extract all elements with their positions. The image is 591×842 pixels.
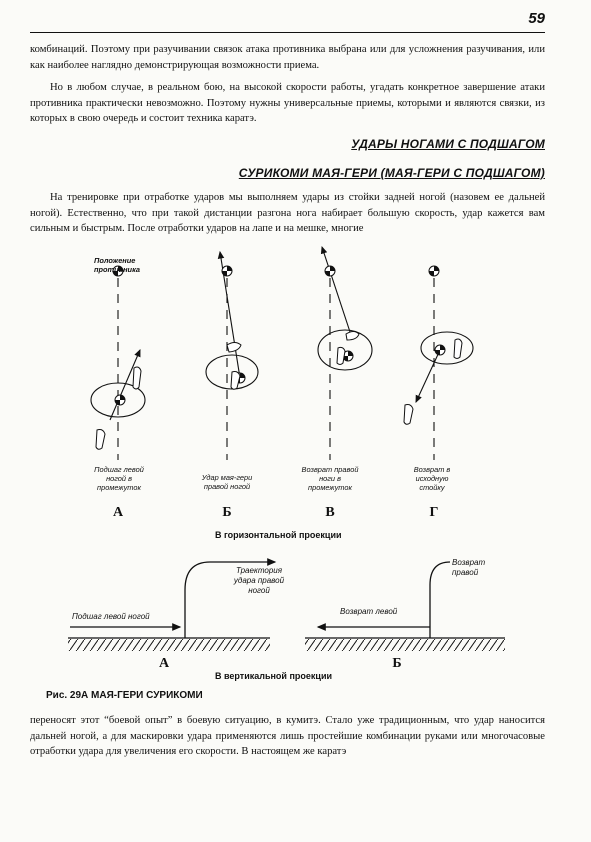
return-left-label: Возврат левой [340,607,398,616]
paragraph-3: На тренировке при отработке ударов мы выполняем удары из стойки задней ногой (назовем ее дальней ногой). Естественно, что при такой дистанции разгона нога набирает большую скорость, удар кажется вам сильным и быстрым. После отработки ударов на лапе и на мешке, многие [30,192,545,235]
step-left-foot-label: Подшаг левой ногой [72,612,150,621]
step-a-label: Подшаг левой ногой в промежуток [94,465,144,492]
paragraph-1: комбинаций. Поэтому при разучивании связок атака противника выбрана или для усложнения разучивания, или как наиболее наглядно демонстрирующая возможности приема. [30,44,545,71]
step-c-letter: В [325,505,335,520]
paragraph-2: Но в любом случае, в реальном бою, на высокой скорости работы, угадать конкретное завершение атаки противника практически невозможно. Поэтому нужны универсальные приемы, которыми и являются связки, из которых в свою очередь и состоит техника каратэ. [30,82,545,125]
step-b-label: Удар мая-гери правой ногой [201,473,253,491]
step-d-letter: Г [429,505,439,520]
vertical-projection-label: В вертикальной проекции [215,671,333,681]
figure-caption: Рис. 29А МАЯ-ГЕРИ СУРИКОМИ [46,690,203,701]
heading-surikomi-mae-geri: СУРИКОМИ МАЯ-ГЕРИ (МАЯ-ГЕРИ С ПОДШАГОМ) [238,166,545,180]
opponent-position-label: Положение противника [94,256,141,274]
heading-kicks-with-step: УДАРЫ НОГАМИ С ПОДШАГОМ [351,137,545,151]
paragraph-4: переносят этот “боевой опыт” в боевую ситуацию, в кумитэ. Стало уже традиционным, что удар наносится дальней ногой, а для маскировки удара применяются лишь простейшие комбинации руками или многочасовые отработки удара для увеличения его скорости. В настоящем же каратэ [30,715,545,758]
step-c-label: Возврат правой ноги в промежуток [301,465,359,492]
step-d-label: Возврат в исходную стойку [413,465,451,492]
horizontal-projection-label: В горизонтальной проекции [215,530,342,540]
vertical-letter-b: Б [392,656,402,671]
step-a-letter: А [112,505,124,520]
step-b-letter: Б [222,505,232,520]
return-right-label: Возврат правой [452,558,486,577]
page-number: 59 [528,10,545,27]
vertical-letter-a: А [158,656,170,671]
kick-trajectory-label: Траектория удара правой ногой [233,566,285,595]
